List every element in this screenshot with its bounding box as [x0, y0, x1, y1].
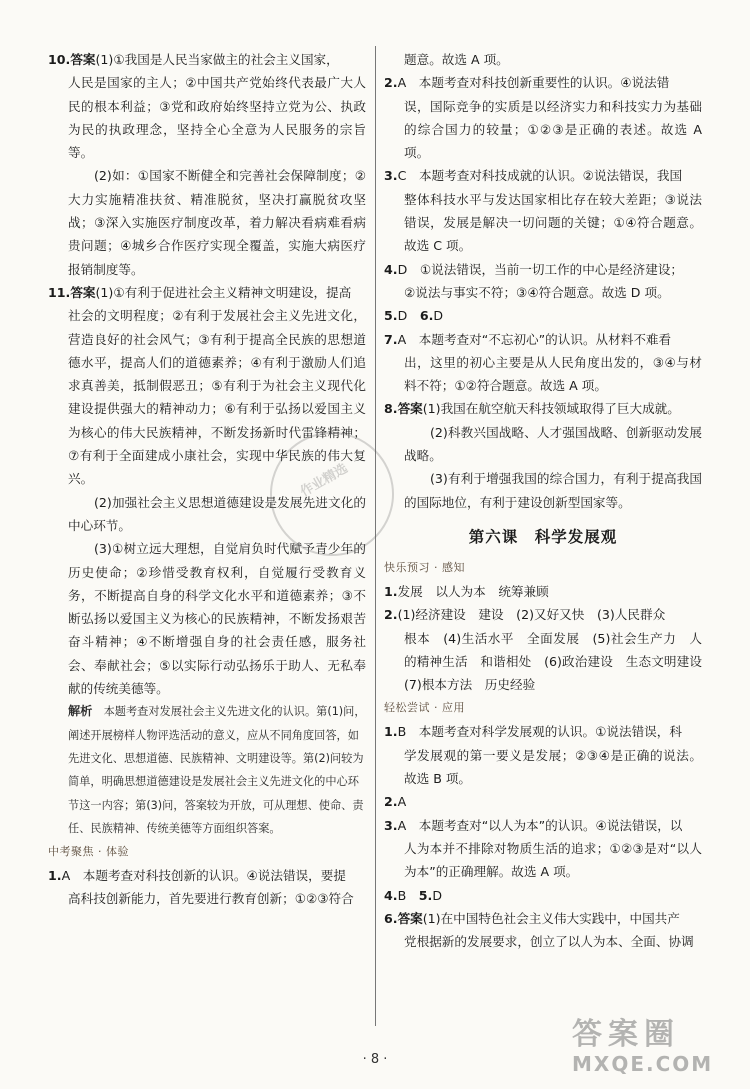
exam-q2-first: A 本题考查对科技创新重要性的认识。④说法错 — [397, 75, 670, 91]
exam-q1-rest: 高科技创新能力，首先要进行教育创新；①②③符合 — [68, 891, 354, 907]
lesson-title: 第六课 科学发展观 — [468, 527, 618, 546]
exam-q5-q6 — [384, 304, 702, 327]
try-q2-text: A — [397, 794, 407, 810]
q11-answer-part3: (3)①树立远大理想，自觉肩负时代赋予青少年的历史使命；②珍惜受教育权利，自觉履行受教育义务，不断提高自身的科学文化水平和道德素养；③不断弘扬以爱国主义为核心的民族精神，不断发扬艰苦奋斗精神；④不断增强自身的社会责任感，服务社会、奉献社会；⑤以实际行动弘扬乐于助人、无私奉献的传统美德等。 — [68, 541, 366, 697]
try-q1-rest: 学发展观的第一要义是发展；②③④是正确的说法。故选 B 项。 — [404, 747, 702, 787]
preview-q2-first: (1)经济建设 建设 (2)又好又快 (3)人民群众 — [397, 607, 666, 623]
exam-q2-rest: 误，国际竞争的实质是以经济实力和科技实力为基础的综合国力的较量；①②③是正确的表述。故选 A 项。 — [404, 98, 702, 161]
exam-q8-part2: (2)科教兴国战略、人才强国战略、创新驱动发展战略。 — [404, 424, 702, 464]
exam-q8-part1 — [384, 397, 702, 420]
exam-q8-number: 8. — [384, 401, 398, 417]
try-q3-number: 3. — [384, 817, 398, 833]
preview-q2-number: 2. — [384, 607, 398, 623]
try-q6 — [384, 907, 702, 954]
stamp-text: 作业精选 — [297, 461, 351, 501]
q11-answer-part2: (2)加强社会主义思想道德建设是发展先进文化的中心环节。 — [68, 494, 366, 533]
q10-part1-first: (1)①我国是人民当家做主的社会主义国家， — [95, 52, 339, 67]
exam-q4-rest: ②说法与事实不符；③④符合题意。故选 D 项。 — [404, 284, 670, 300]
try-q3-rest: 人为本并不排除对物质生活的追求；①②③是对“以人为本”的正确理解。故选 A 项。 — [404, 840, 702, 880]
exam-q4 — [384, 258, 702, 305]
exam-q8-part1-text: (1)我国在航空航天科技领域取得了巨大成就。 — [422, 401, 680, 417]
exam-q7-rest: 出，这里的初心主要是从人民角度出发的，③④与材料不符；①②符合题意。故选 A 项。 — [404, 354, 702, 394]
preview-q1-number: 1. — [384, 583, 398, 599]
page-number: · 8 · — [362, 1052, 388, 1067]
exam-q8-answer-label: 答案 — [397, 401, 423, 417]
exam-q3-rest: 整体科技水平与发达国家相比存在较大差距；③说法错误，发展是解决一切问题的关键；①④符合题意。故选 C 项。 — [404, 191, 702, 254]
exam-q4-number: 4. — [384, 261, 398, 277]
try-q4-number: 4. — [384, 887, 398, 903]
exam-q1 — [48, 864, 366, 911]
preview-q1 — [384, 580, 702, 603]
section-preview: 快乐预习 · 感知 — [384, 560, 465, 574]
preview-q2 — [384, 603, 715, 696]
q10-answer-part1 — [48, 48, 366, 164]
q10-number: 10. — [48, 52, 71, 67]
exam-q4-first: D ①说法错误，当前一切工作的中心是经济建设； — [397, 261, 684, 277]
q11-analysis-label: 解析 — [68, 704, 93, 719]
q10-part1-rest: 人民是国家的主人；②中国共产党始终代表最广大人民的根本利益；③党和政府始终坚持立党为公、执政为民的执政理念，坚持全心全意为人民服务的宗旨等。 — [68, 75, 366, 161]
q11-analysis — [48, 700, 366, 840]
try-q1-number: 1. — [384, 724, 398, 740]
q11-analysis-text: 本题考查对发展社会主义先进文化的认识。第(1)问，阐述开展榜样人物评选活动的意义，应从不同角度回答，如先进文化、思想道德、民族精神、文明建设等。第(2)问较为简单，明确思想道德建设是发展社会主义先进文化的中心环节这一内容；第(3)问，答案较为开放，可从理想、使命、责任、民族精神、传统美德等方面组织答案。 — [68, 705, 366, 835]
exam-q3 — [384, 164, 702, 257]
try-q2 — [384, 790, 702, 813]
exam-q2-number: 2. — [384, 75, 398, 91]
exam-q1-number: 1. — [48, 868, 62, 884]
site-watermark — [572, 1018, 742, 1082]
q11-number: 11. — [48, 284, 71, 300]
try-q5-answer: D — [432, 887, 443, 903]
exam-q7 — [384, 328, 702, 398]
try-q6-answer-label: 答案 — [397, 910, 423, 926]
exam-q1-continued: 题意。故选 A 项。 — [404, 52, 509, 67]
try-q2-number: 2. — [384, 794, 398, 810]
section-try: 轻松尝试 · 应用 — [384, 701, 465, 715]
exam-q7-first: A 本题考查对“不忘初心”的认识。从材料不难看 — [397, 331, 672, 347]
section-exam-focus: 中考聚焦 · 体验 — [48, 845, 129, 859]
exam-q1-first: A 本题考查对科技创新的认识。④说法错误，要提 — [61, 868, 346, 884]
try-q4-answer: B — [397, 887, 407, 903]
exam-q2 — [384, 71, 702, 164]
watermark-bottom: MXQE.COM — [572, 1052, 714, 1076]
exam-q6-answer: D — [433, 308, 444, 324]
preview-q1-text: 发展 以人为本 统筹兼顾 — [397, 583, 549, 599]
try-q6-number: 6. — [384, 910, 398, 926]
exam-q7-number: 7. — [384, 331, 398, 347]
try-q4-q5 — [384, 884, 702, 907]
watermark-top: 答案圈 — [572, 1017, 680, 1052]
exam-q5-answer: D — [397, 308, 408, 324]
q11-answer-label: 答案 — [70, 284, 96, 300]
q10-answer-label: 答案 — [70, 52, 96, 67]
try-q3-first: A 本题考查对“以人为本”的认识。④说法错误，以 — [397, 817, 683, 833]
q11-part1-rest: 社会的文明程度；②有利于发展社会主义先进文化，营造良好的社会风气；③有利于提高全民族的思想道德水平，提高人们的道德素养；④有利于激励人们追求真善美，抵制假恶丑；⑤有利于为社会主义现代化建设提供强大的精神动力；⑥有利于弘扬以爱国主义为核心的伟大民族精神，不断发扬新时代雷锋精神；⑦有利于全面建成小康社会，实现中华民族的伟大复兴。 — [68, 308, 366, 487]
right-column — [384, 48, 715, 953]
try-q5-number: 5. — [418, 887, 433, 903]
q11-part1-first: (1)①有利于促进社会主义精神文明建设，提高 — [95, 284, 352, 300]
try-q1 — [384, 720, 702, 790]
try-q6-first: (1)在中国特色社会主义伟大实践中，中国共产 — [422, 910, 680, 926]
exam-q8-part3: (3)有利于增强我国的综合国力，有利于提高我国的国际地位，有利于建设创新型国家等。 — [404, 471, 702, 510]
preview-q2-rest: 根本 (4)生活水平 全面发展 (5)社会生产力 人的精神生活 和谐相处 (6)政治建设 生态文明建设 (7)根本方法 历史经验 — [404, 630, 715, 693]
exam-q5-number: 5. — [384, 308, 398, 324]
try-q1-first: B 本题考查对科学发展观的认识。①说法错误，科 — [397, 724, 682, 740]
try-q3 — [384, 814, 702, 884]
exam-q6-number: 6. — [419, 308, 434, 324]
try-q6-rest: 党根据新的发展要求，创立了以人为本、全面、协调 — [404, 934, 694, 950]
exam-q3-first: C 本题考查对科技成就的认识。②说法错误，我国 — [397, 168, 683, 184]
q10-answer-part2: (2)如：①国家不断健全和完善社会保障制度；②大力实施精准扶贫、精准脱贫，坚决打赢脱贫攻坚战；③深入实施医疗制度改革，着力解决看病难看病贵问题；④城乡合作医疗实现全覆盖，实施大病医疗报销制度等。 — [68, 168, 366, 277]
exam-q3-number: 3. — [384, 168, 398, 184]
